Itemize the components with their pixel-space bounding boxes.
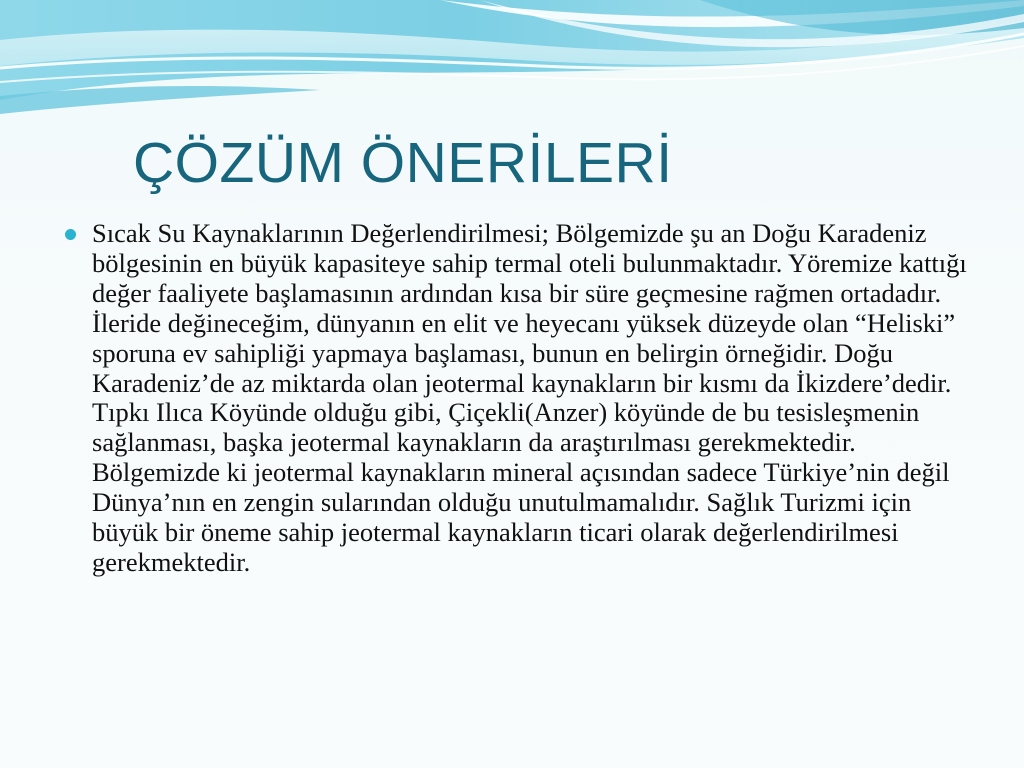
decorative-wave-banner — [0, 0, 1024, 140]
list-item — [92, 219, 972, 578]
bullet-text: Sıcak Su Kaynaklarının Değerlendirilmesi; Bölgemizde şu an Doğu Karadeniz bölgesinin en büyük kapasiteye sahip termal oteli bulunmaktadır. Yöremize kattığı değer faaliyete başlamasının ardından kısa bir süre geçmesine rağmen ortadadır. İleride değineceğim, dünyanın en elit ve heyecanı yüksek düzeyde olan “Heliski” sporuna ev sahipliği yapmaya başlaması, bunun en belirgin örneğidir. Doğu Karadeniz’de az miktarda olan jeotermal kaynakların bir kısmı da İkizdere’dedir. Tıpkı Ilıca Köyünde olduğu gibi, Çiçekli(Anzer) köyünde de bu tesisleşmenin sağlanması, başka jeotermal kaynakların da araştırılması gerekmektedir. Bölgemizde ki jeotermal kaynakların mineral açısından sadece Türkiye’nin değil Dünya’nın en zengin sularından olduğu unutulmamalıdır. Sağlık Turizmi için büyük bir öneme sahip jeotermal kaynakların ticari olarak değerlendirilmesi gerekmektedir. — [92, 218, 967, 577]
bullet-dot-icon — [65, 229, 76, 240]
bullet-list — [92, 219, 972, 578]
slide-title: ÇÖZÜM ÖNERİLERİ — [133, 131, 673, 195]
